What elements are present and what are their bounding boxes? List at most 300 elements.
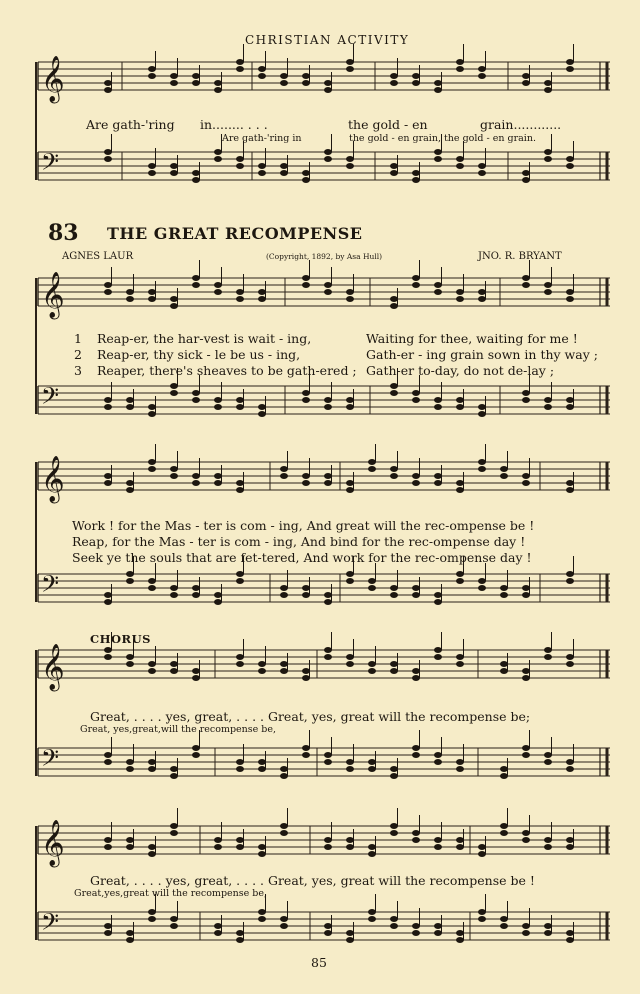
notehead <box>236 571 244 577</box>
notehead <box>544 759 552 765</box>
notehead <box>544 397 552 403</box>
notehead <box>214 397 222 403</box>
notehead <box>434 930 442 936</box>
notehead <box>390 916 398 922</box>
notehead <box>500 823 508 829</box>
notehead <box>302 668 310 674</box>
notehead <box>412 473 420 479</box>
notehead <box>346 487 354 493</box>
notehead <box>148 404 156 410</box>
notehead <box>324 654 332 660</box>
notehead <box>456 487 464 493</box>
notehead <box>346 404 354 410</box>
notehead <box>126 837 134 843</box>
notehead <box>170 766 178 772</box>
notehead <box>104 404 112 410</box>
notehead <box>214 289 222 295</box>
notehead <box>170 668 178 674</box>
notehead <box>148 661 156 667</box>
bass-clef-icon: 𝄢 <box>41 382 60 415</box>
bass-clef-icon: 𝄢 <box>41 148 60 181</box>
notehead <box>544 923 552 929</box>
notehead <box>104 654 112 660</box>
notehead <box>566 156 574 162</box>
notehead <box>214 923 222 929</box>
chorus-1-lyric: Great, . . . . yes, great, . . . . Great, yes, great will the recompense be; <box>90 709 531 724</box>
notehead <box>170 830 178 836</box>
treble-clef-icon: 𝄞 <box>41 56 65 102</box>
notehead <box>324 923 332 929</box>
notehead <box>368 585 376 591</box>
notehead <box>434 599 442 605</box>
notehead <box>522 752 530 758</box>
notehead <box>148 296 156 302</box>
notehead <box>390 592 398 598</box>
notehead <box>390 661 398 667</box>
notehead <box>104 930 112 936</box>
notehead <box>148 759 156 765</box>
notehead <box>566 661 574 667</box>
notehead <box>368 459 376 465</box>
notehead <box>280 170 288 176</box>
notehead <box>434 156 442 162</box>
bass-clef-icon: 𝄢 <box>41 570 60 603</box>
notehead <box>148 411 156 417</box>
notehead <box>236 397 244 403</box>
notehead <box>390 170 398 176</box>
notehead <box>346 937 354 943</box>
notehead <box>302 73 310 79</box>
notehead <box>214 149 222 155</box>
page-number: 85 <box>311 955 327 970</box>
notehead <box>192 390 200 396</box>
notehead <box>566 480 574 486</box>
notehead <box>148 766 156 772</box>
notehead <box>148 844 156 850</box>
notehead <box>280 163 288 169</box>
notehead <box>258 163 266 169</box>
verse-2-refrain-line: Reap, for the Mas - ter is com - ing, And bind for the rec-ompense day ! <box>72 534 526 549</box>
top-lyric-4: grain............ <box>480 117 562 132</box>
notehead <box>126 404 134 410</box>
notehead <box>346 578 354 584</box>
notehead <box>566 66 574 72</box>
notehead <box>258 916 266 922</box>
chorus-2-lyric-lower: Great,yes,great will the recompense be, <box>74 888 268 899</box>
notehead <box>236 844 244 850</box>
notehead <box>346 480 354 486</box>
notehead <box>236 661 244 667</box>
notehead <box>324 599 332 605</box>
notehead <box>434 80 442 86</box>
notehead <box>192 592 200 598</box>
notehead <box>346 289 354 295</box>
hymn-composer: JNO. R. BRYANT <box>478 251 562 262</box>
notehead <box>500 773 508 779</box>
notehead <box>302 473 310 479</box>
notehead <box>170 916 178 922</box>
notehead <box>170 661 178 667</box>
notehead <box>566 930 574 936</box>
notehead <box>500 585 508 591</box>
notehead <box>478 851 486 857</box>
notehead <box>170 466 178 472</box>
notehead <box>544 844 552 850</box>
notehead <box>566 59 574 65</box>
notehead <box>214 930 222 936</box>
notehead <box>236 59 244 65</box>
notehead <box>368 578 376 584</box>
notehead <box>456 759 464 765</box>
notehead <box>390 473 398 479</box>
notehead <box>104 480 112 486</box>
notehead <box>104 599 112 605</box>
notehead <box>434 647 442 653</box>
notehead <box>280 830 288 836</box>
notehead <box>170 73 178 79</box>
notehead <box>170 170 178 176</box>
notehead <box>500 592 508 598</box>
notehead <box>434 289 442 295</box>
notehead <box>258 661 266 667</box>
notehead <box>214 87 222 93</box>
notehead <box>522 745 530 751</box>
notehead <box>192 275 200 281</box>
notehead <box>390 923 398 929</box>
notehead <box>522 73 530 79</box>
notehead <box>324 397 332 403</box>
notehead <box>258 170 266 176</box>
notehead <box>126 480 134 486</box>
notehead <box>280 473 288 479</box>
notehead <box>412 170 420 176</box>
notehead <box>390 390 398 396</box>
notehead <box>346 759 354 765</box>
notehead <box>324 289 332 295</box>
notehead <box>522 830 530 836</box>
notehead <box>522 170 530 176</box>
notehead <box>236 404 244 410</box>
notehead <box>522 668 530 674</box>
notehead <box>236 654 244 660</box>
notehead <box>346 661 354 667</box>
notehead <box>412 675 420 681</box>
notehead <box>302 585 310 591</box>
notehead <box>236 480 244 486</box>
notehead <box>456 661 464 667</box>
notehead <box>412 745 420 751</box>
notehead <box>236 930 244 936</box>
notehead <box>324 480 332 486</box>
notehead <box>214 592 222 598</box>
notehead <box>324 752 332 758</box>
notehead <box>390 773 398 779</box>
notehead <box>302 80 310 86</box>
notehead <box>258 844 266 850</box>
notehead <box>192 480 200 486</box>
notehead <box>280 668 288 674</box>
notehead <box>500 668 508 674</box>
notehead <box>280 773 288 779</box>
notehead <box>522 837 530 843</box>
notehead <box>434 404 442 410</box>
notehead <box>346 163 354 169</box>
notehead <box>500 473 508 479</box>
notehead <box>126 937 134 943</box>
notehead <box>324 837 332 843</box>
notehead <box>368 916 376 922</box>
notehead <box>126 571 134 577</box>
notehead <box>324 473 332 479</box>
notehead <box>522 275 530 281</box>
notehead <box>148 66 156 72</box>
notehead <box>434 654 442 660</box>
notehead <box>412 390 420 396</box>
notehead <box>434 480 442 486</box>
chorus-2-lyric: Great, . . . . yes, great, . . . . Great, yes, great will the recompense be ! <box>90 873 535 888</box>
verse-1-line-a: Reap-er, the har-vest is wait - ing, <box>97 331 312 346</box>
notehead <box>192 177 200 183</box>
verse-1-refrain-line: Work ! for the Mas - ter is com - ing, And great will the rec-ompense be ! <box>72 518 535 533</box>
notehead <box>478 289 486 295</box>
notehead <box>148 466 156 472</box>
notehead <box>192 585 200 591</box>
notehead <box>522 397 530 403</box>
notehead <box>368 661 376 667</box>
notehead <box>566 654 574 660</box>
notehead <box>148 585 156 591</box>
notehead <box>478 578 486 584</box>
notehead <box>214 282 222 288</box>
notehead <box>368 909 376 915</box>
notehead <box>192 668 200 674</box>
notehead <box>434 282 442 288</box>
notehead <box>280 592 288 598</box>
notehead <box>104 759 112 765</box>
notehead <box>170 163 178 169</box>
notehead <box>544 647 552 653</box>
verse-2-line-a: Reap-er, thy sick - le be us - ing, <box>97 347 301 362</box>
notehead <box>324 149 332 155</box>
top-lyric-lower-1: Are gath-'ring in <box>222 133 302 144</box>
hymn-number: 83 <box>48 220 79 246</box>
notehead <box>456 397 464 403</box>
notehead <box>126 654 134 660</box>
notehead <box>324 404 332 410</box>
notehead <box>170 823 178 829</box>
verse-1-line-b: Waiting for thee, waiting for me ! <box>366 331 578 346</box>
notehead <box>104 752 112 758</box>
verse-3-line-a: Reaper, there's sheaves to be gath-ered ; <box>97 363 357 378</box>
notehead <box>368 844 376 850</box>
notehead <box>434 844 442 850</box>
notehead <box>258 766 266 772</box>
notehead <box>478 459 486 465</box>
notehead <box>434 759 442 765</box>
chorus-label: CHORUS <box>90 632 151 646</box>
notehead <box>192 73 200 79</box>
notehead <box>566 289 574 295</box>
notehead <box>544 80 552 86</box>
notehead <box>236 296 244 302</box>
notehead <box>500 830 508 836</box>
notehead <box>170 585 178 591</box>
top-lyric-3: the gold - en <box>348 117 428 132</box>
notehead <box>148 170 156 176</box>
notehead <box>192 80 200 86</box>
top-lyric-2: in........ . . . <box>200 117 268 132</box>
notehead <box>456 296 464 302</box>
notehead <box>368 668 376 674</box>
notehead <box>478 66 486 72</box>
notehead <box>522 930 530 936</box>
notehead <box>126 289 134 295</box>
notehead <box>500 661 508 667</box>
notehead <box>126 759 134 765</box>
notehead <box>566 837 574 843</box>
notehead <box>434 592 442 598</box>
notehead <box>346 156 354 162</box>
notehead <box>324 282 332 288</box>
notehead <box>544 404 552 410</box>
notehead <box>258 73 266 79</box>
notehead <box>302 397 310 403</box>
notehead <box>302 745 310 751</box>
notehead <box>214 156 222 162</box>
notehead <box>126 397 134 403</box>
top-lyric-lower-2: the gold - en grain, the gold - en grain. <box>349 133 536 144</box>
notehead <box>500 916 508 922</box>
notehead <box>412 80 420 86</box>
notehead <box>522 592 530 598</box>
notehead <box>214 837 222 843</box>
verse-3-line-b: Gath-er to-day, do not de-lay ; <box>366 363 555 378</box>
notehead <box>390 830 398 836</box>
notehead <box>456 837 464 843</box>
treble-clef-icon: 𝄞 <box>41 456 65 502</box>
notehead <box>412 73 420 79</box>
notehead <box>456 571 464 577</box>
verse-3-number: 3 <box>74 363 82 378</box>
notehead <box>566 163 574 169</box>
notehead <box>346 654 354 660</box>
notehead <box>390 163 398 169</box>
notehead <box>170 473 178 479</box>
notehead <box>346 766 354 772</box>
notehead <box>544 654 552 660</box>
notehead <box>192 282 200 288</box>
notehead <box>236 163 244 169</box>
notehead <box>280 466 288 472</box>
notehead <box>544 282 552 288</box>
notehead <box>236 487 244 493</box>
notehead <box>170 390 178 396</box>
notehead <box>302 592 310 598</box>
notehead <box>434 923 442 929</box>
notehead <box>456 163 464 169</box>
notehead <box>346 837 354 843</box>
notehead <box>390 303 398 309</box>
notehead <box>192 170 200 176</box>
notehead <box>412 480 420 486</box>
notehead <box>324 80 332 86</box>
notehead <box>302 275 310 281</box>
notehead <box>456 578 464 584</box>
verse-3-refrain-line: Seek ye the souls that are fet-tered, And work for the rec-ompense day ! <box>72 550 532 565</box>
notehead <box>478 916 486 922</box>
notehead <box>192 752 200 758</box>
notehead <box>456 59 464 65</box>
notehead <box>280 916 288 922</box>
notehead <box>478 163 486 169</box>
notehead <box>456 289 464 295</box>
notehead <box>236 578 244 584</box>
notehead <box>456 937 464 943</box>
notehead <box>236 937 244 943</box>
notehead <box>566 578 574 584</box>
notehead <box>170 296 178 302</box>
notehead <box>126 661 134 667</box>
notehead <box>390 823 398 829</box>
notehead <box>390 585 398 591</box>
notehead <box>346 844 354 850</box>
notehead <box>324 87 332 93</box>
notehead <box>148 459 156 465</box>
notehead <box>390 383 398 389</box>
notehead <box>258 851 266 857</box>
notehead <box>170 80 178 86</box>
notehead <box>126 766 134 772</box>
notehead <box>280 73 288 79</box>
notehead <box>544 752 552 758</box>
verse-2-line-b: Gath-er - ing grain sown in thy way ; <box>366 347 598 362</box>
treble-clef-icon: 𝄞 <box>41 820 65 866</box>
notehead <box>456 480 464 486</box>
notehead <box>434 837 442 843</box>
notehead <box>280 661 288 667</box>
notehead <box>324 647 332 653</box>
notehead <box>148 668 156 674</box>
notehead <box>478 73 486 79</box>
notehead <box>104 647 112 653</box>
notehead <box>324 156 332 162</box>
bass-clef-icon: 𝄢 <box>41 908 60 941</box>
notehead <box>500 766 508 772</box>
notehead <box>566 404 574 410</box>
notehead <box>148 916 156 922</box>
notehead <box>566 397 574 403</box>
notehead <box>104 149 112 155</box>
notehead <box>214 80 222 86</box>
notehead <box>368 759 376 765</box>
notehead <box>302 170 310 176</box>
notehead <box>280 823 288 829</box>
notehead <box>104 923 112 929</box>
notehead <box>236 759 244 765</box>
notehead <box>214 599 222 605</box>
notehead <box>346 59 354 65</box>
notehead <box>236 766 244 772</box>
notehead <box>258 909 266 915</box>
notehead <box>258 289 266 295</box>
notehead <box>126 296 134 302</box>
notehead <box>258 668 266 674</box>
running-header: CHRISTIAN ACTIVITY <box>245 33 410 47</box>
notehead <box>500 923 508 929</box>
notehead <box>346 571 354 577</box>
verse-1-number: 1 <box>74 331 82 346</box>
notehead <box>170 303 178 309</box>
